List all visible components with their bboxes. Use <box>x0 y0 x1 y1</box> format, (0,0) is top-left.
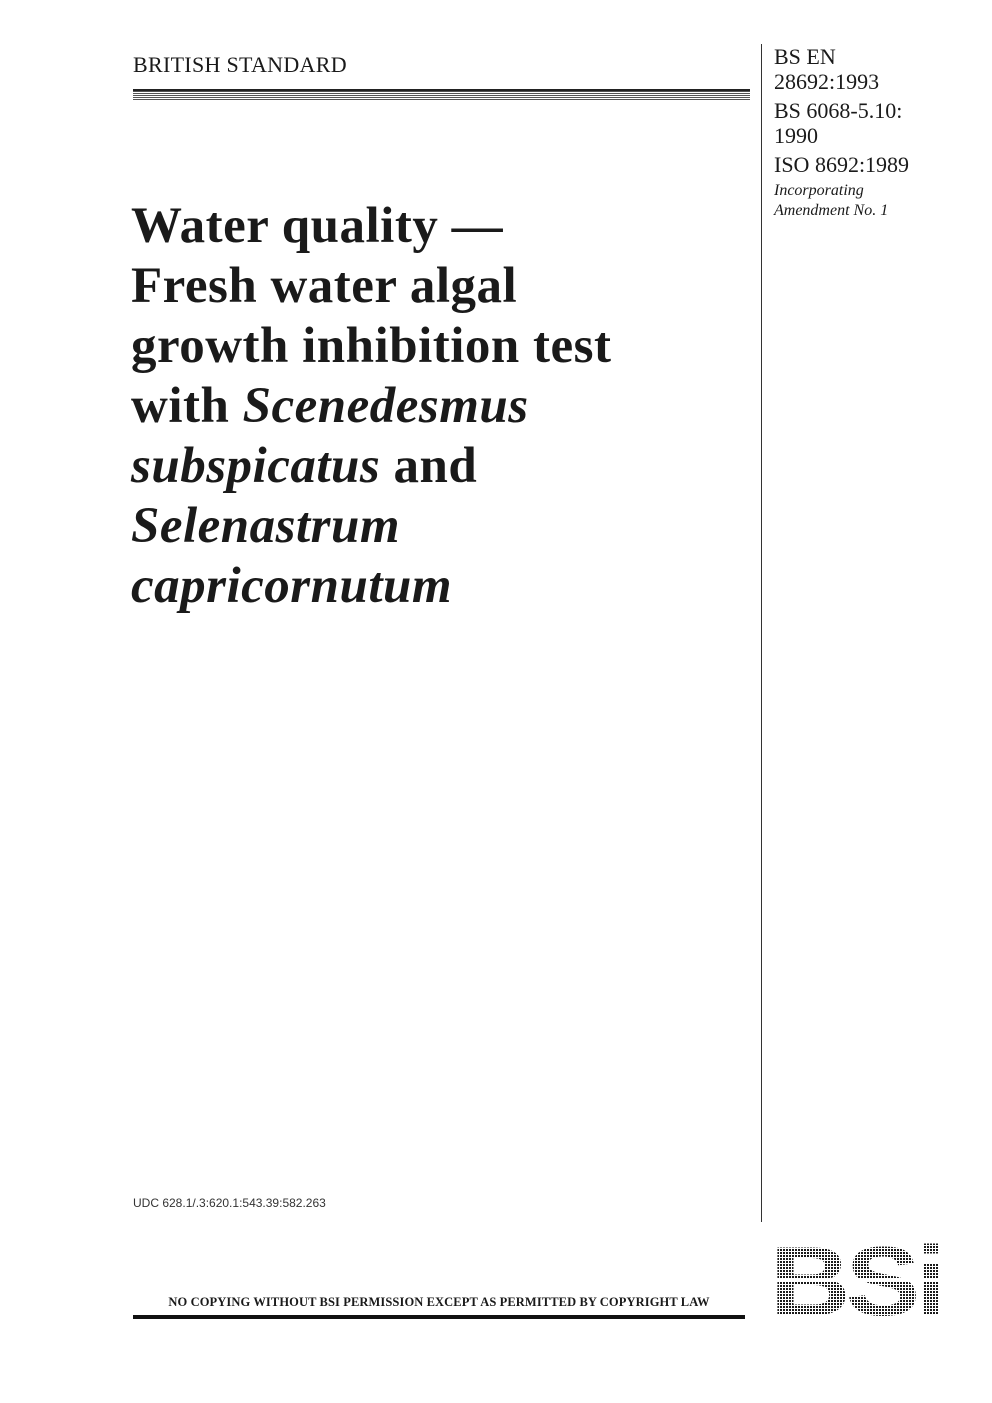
species-name: Scenedesmus <box>242 378 529 434</box>
species-name: Selenastrum <box>131 498 401 554</box>
designation-line: BS 6068-5.10: <box>774 98 903 123</box>
header-rule <box>133 89 750 100</box>
title-text: and <box>380 438 478 494</box>
amendment-note <box>774 181 979 221</box>
designation-line: ISO 8692:1989 <box>774 152 910 177</box>
title-line <box>131 436 751 496</box>
designation-line: 28692:1993 <box>774 69 880 94</box>
vertical-divider <box>761 44 762 1222</box>
bs-designation <box>774 98 979 148</box>
amendment-line: Amendment No. 1 <box>774 202 889 219</box>
title-line <box>131 496 751 556</box>
bs-en-designation <box>774 44 979 94</box>
bsi-logo-icon <box>768 1243 944 1319</box>
species-name: subspicatus <box>131 438 381 494</box>
standard-designations <box>774 44 979 221</box>
copyright-notice: NO COPYING WITHOUT BSI PERMISSION EXCEPT AS PERMITTED BY COPYRIGHT LAW <box>168 1295 710 1309</box>
title-line: Water quality — <box>131 198 504 254</box>
footer-rule <box>133 1315 745 1319</box>
series-label: BRITISH STANDARD <box>133 52 347 77</box>
title-line: growth inhibition test <box>131 318 612 374</box>
title-line <box>131 556 751 616</box>
designation-line: 1990 <box>774 123 818 148</box>
document-title <box>131 196 751 616</box>
designation-line: BS EN <box>774 44 836 69</box>
title-text: with <box>131 378 243 434</box>
title-line <box>131 376 751 436</box>
species-name: capricornutum <box>131 558 453 614</box>
amendment-line: Incorporating <box>774 182 864 199</box>
iso-designation <box>774 152 979 177</box>
title-line: Fresh water algal <box>131 258 518 314</box>
udc-classification: UDC 628.1/.3:620.1:543.39:582.263 <box>133 1196 326 1210</box>
